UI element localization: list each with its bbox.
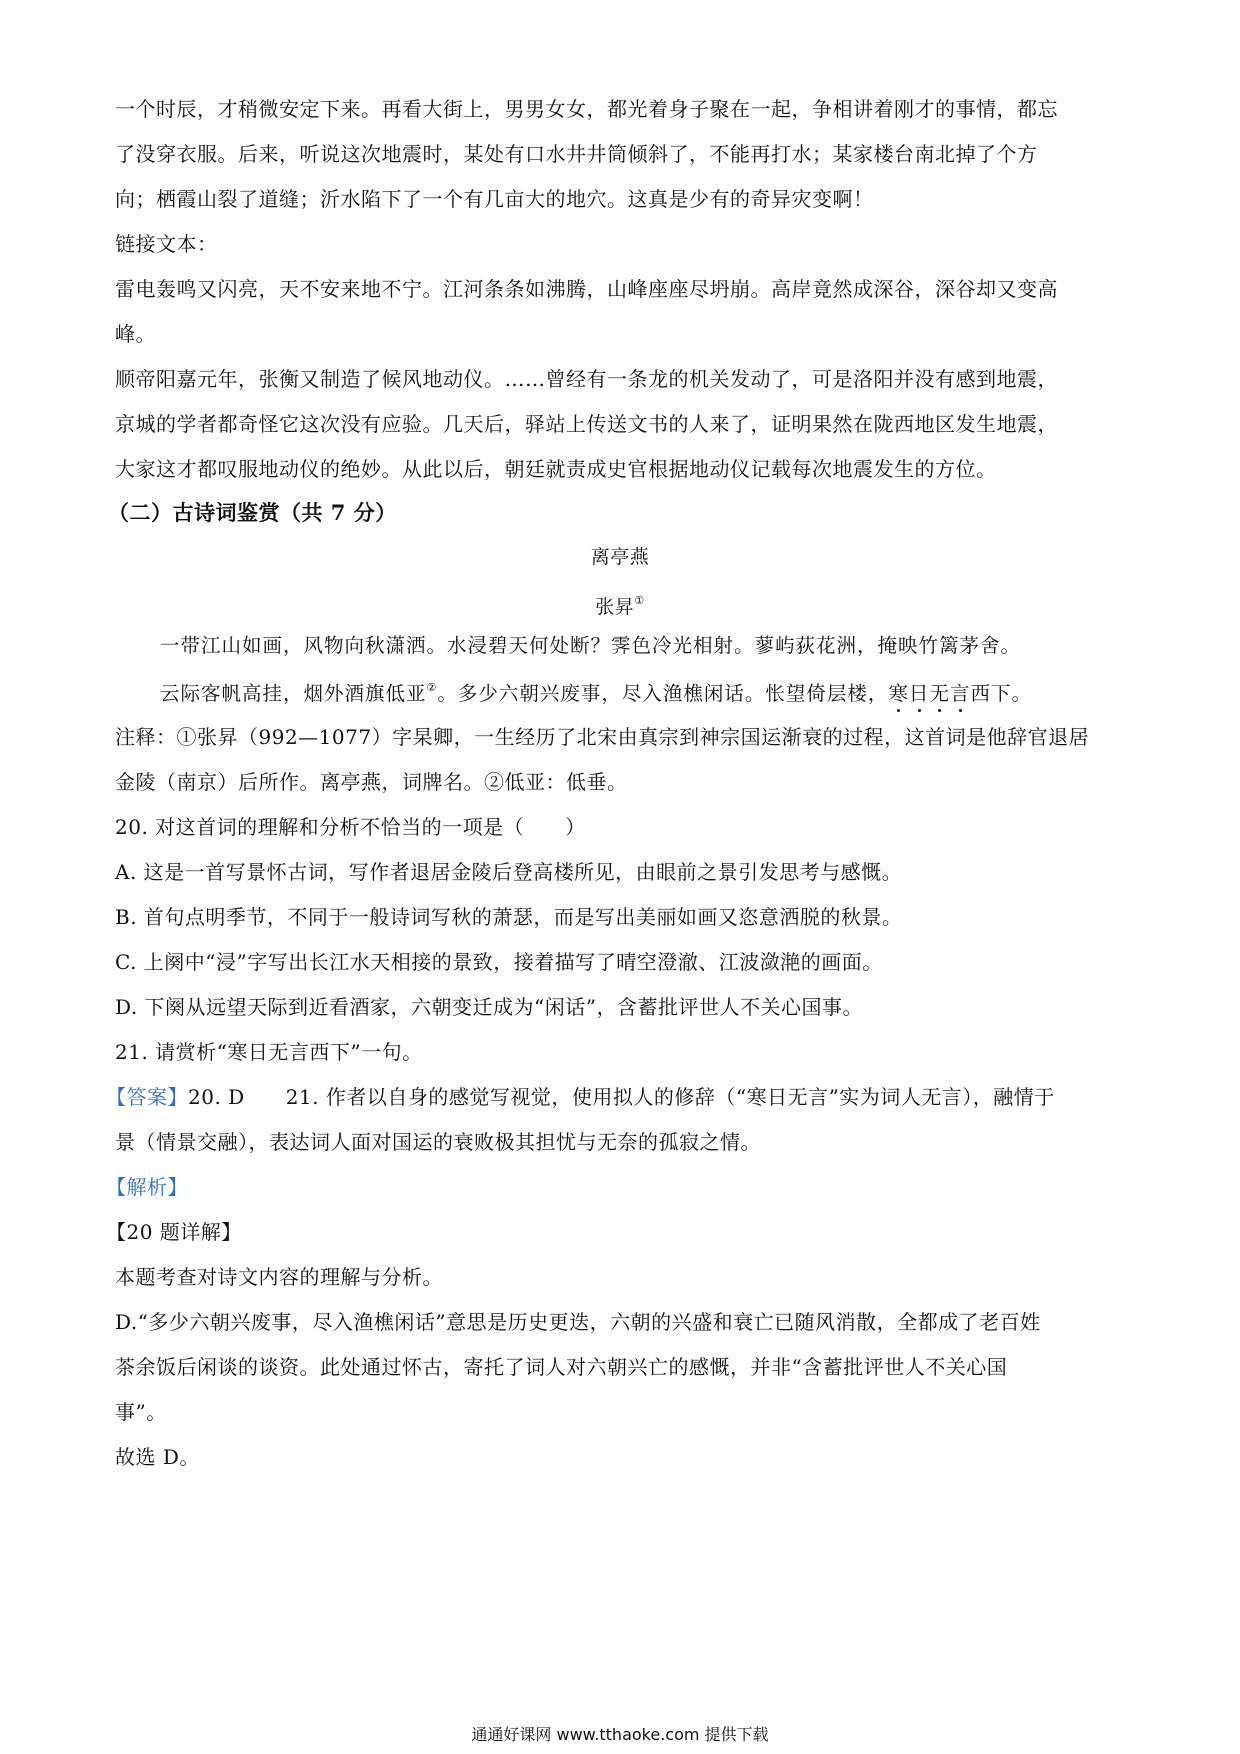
- passage-line: 向；栖霞山裂了道缝；沂水陷下了一个有几亩大的地穴。这真是少有的奇异灾变啊！: [115, 187, 874, 211]
- poem-author-name: 张昇: [595, 596, 635, 618]
- analysis-line: D.“多少六朝兴废事，尽入渔樵闲话”意思是历史更迭，六朝的兴盛和衰亡已随风消散，全都成了老百姓: [115, 1310, 1041, 1334]
- notes-line: 金陵（南京）后所作。离亭燕，词牌名。②低亚：低垂。: [115, 770, 628, 794]
- emphasis-dotted-text: [888, 682, 970, 705]
- passage-line: 一个时辰，才稍微安定下来。再看大街上，男男女女，都光着身子聚在一起，争相讲着刚才的事情，都忘: [115, 97, 1058, 121]
- analysis-line: 茶余饭后闲谈的谈资。此处通过怀古，寄托了词人对六朝兴亡的感慨，并非“含蓄批评世人不关心国: [115, 1355, 1008, 1379]
- poem-author: [0, 586, 1240, 622]
- analysis-tag: 【解析】: [106, 1175, 188, 1199]
- option-d: D. 下阕从远望天际到近看酒家，六朝变迁成为“闲话”，含蓄批评世人不关心国事。: [115, 995, 863, 1019]
- option-b: B. 首句点明季节，不同于一般诗词写秋的萧瑟，而是写出美丽如画又恣意洒脱的秋景。: [115, 905, 903, 929]
- answer-tag: 【答案】: [106, 1085, 188, 1109]
- question-21-stem: 21. 请赏析“寒日无言西下”一句。: [115, 1040, 423, 1064]
- footnote-marker: ①: [634, 594, 645, 607]
- passage-line: 峰。: [115, 322, 156, 346]
- passage-line: 了没穿衣服。后来，听说这次地震时，某处有口水井井筒倾斜了，不能再打水；某家楼台南北掉了个方: [115, 142, 1038, 166]
- emphasis-dot-char: 言: [949, 682, 971, 705]
- answer-line: [106, 1082, 1121, 1112]
- poem-line: [160, 673, 1175, 709]
- answer-text: 20. D 21. 作者以自身的感觉写视觉，使用拟人的修辞（“寒日无言”实为词人无言），融情于: [188, 1085, 1055, 1109]
- link-text-label: 链接文本：: [115, 232, 218, 256]
- emphasis-dot-char: 日: [908, 682, 930, 705]
- passage-line: 雷电轰鸣又闪亮，天不安来地不宁。江河条条如沸腾，山峰座座尽坍崩。高岸竟然成深谷，深谷却又变高: [115, 277, 1058, 301]
- emphasis-dot-char: [888, 682, 970, 705]
- section-heading: （二）古诗词鉴赏（共 7 分）: [108, 500, 397, 525]
- option-c: C. 上阕中“浸”字写出长江水天相接的景致，接着描写了晴空澄澈、江波潋滟的画面。: [115, 950, 883, 974]
- notes-line: 注释：①张昇（992—1077）字杲卿，一生经历了北宋由真宗到神宗国运渐衰的过程，这首词是他辞官退居: [115, 725, 1090, 749]
- poem-title: 离亭燕: [590, 546, 650, 568]
- question-20-stem: 20. 对这首词的理解和分析不恰当的一项是（ ）: [115, 815, 586, 839]
- emphasis-dot-char: 无: [929, 682, 950, 705]
- poem-text: 。多少六朝兴废事，尽入渔樵闲话。怅望倚层楼，: [437, 682, 889, 705]
- footnote-marker: ②: [426, 681, 438, 694]
- emphasis-dot-char: 寒: [888, 682, 909, 705]
- passage-line: 顺帝阳嘉元年，张衡又制造了候风地动仪。……曾经有一条龙的机关发动了，可是洛阳并没有感到地震，: [115, 367, 1058, 391]
- analysis-subheading: 【20 题详解】: [106, 1220, 242, 1244]
- analysis-line: 故选 D。: [115, 1445, 200, 1469]
- answer-line: 景（情景交融），表达词人面对国运的衰败极其担忧与无奈的孤寂之情。: [115, 1130, 761, 1154]
- passage-line: 京城的学者都奇怪它这次没有应验。几天后，驿站上传送文书的人来了，证明果然在陇西地区发生地震，: [115, 412, 1058, 436]
- passage-line: 大家这才都叹服地动仪的绝妙。从此以后，朝廷就责成史官根据地动仪记载每次地震发生的方位。: [115, 457, 997, 481]
- poem-line: 一带江山如画，风物向秋潇洒。水浸碧天何处断？霁色冷光相射。蓼屿荻花洲，掩映竹篱茅舍。: [160, 634, 1022, 657]
- poem-text: 云际客帆高挂，烟外酒旗低亚: [160, 682, 427, 705]
- option-a: A. 这是一首写景怀古词，写作者退居金陵后登高楼所见，由眼前之景引发思考与感慨。: [115, 860, 903, 884]
- analysis-line: 本题考查对诗文内容的理解与分析。: [115, 1265, 443, 1289]
- poem-text: 西下。: [970, 682, 1032, 705]
- page-footer: 通通好课网 www.tthaoke.com 提供下载: [471, 1725, 769, 1744]
- analysis-line: 事”。: [115, 1400, 167, 1424]
